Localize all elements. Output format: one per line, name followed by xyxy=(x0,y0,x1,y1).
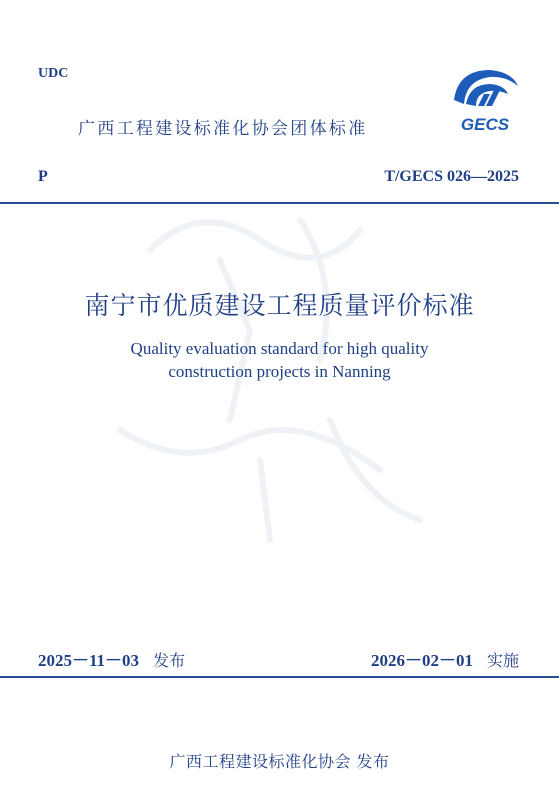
title-english-line1: Quality evaluation standard for high quality xyxy=(130,339,429,358)
udc-label: UDC xyxy=(38,66,69,81)
release-word: 发布 xyxy=(153,651,186,670)
top-divider xyxy=(0,202,559,204)
effective-date-block xyxy=(371,646,519,671)
title-english-line2: construction projects in Nanning xyxy=(168,362,391,381)
category-code: P xyxy=(38,168,48,185)
effective-date: 2026－02－01 xyxy=(370,651,473,670)
logo-text: GECS xyxy=(460,115,510,134)
release-date: 2025－11－03 xyxy=(38,651,140,670)
effective-word: 实施 xyxy=(486,651,519,670)
association-standard-label: 广西工程建设标准化协会团体标准 xyxy=(78,119,368,139)
title-chinese: 南宁市优质建设工程质量评价标准 xyxy=(84,291,475,320)
logo-bar-2 xyxy=(486,90,500,106)
release-date-block xyxy=(38,646,185,671)
gecs-logo xyxy=(446,60,524,138)
standard-number: T/GECS 026—2025 xyxy=(384,168,519,185)
bottom-divider xyxy=(0,676,559,678)
publisher-line: 广西工程建设标准化协会 发布 xyxy=(169,752,390,771)
